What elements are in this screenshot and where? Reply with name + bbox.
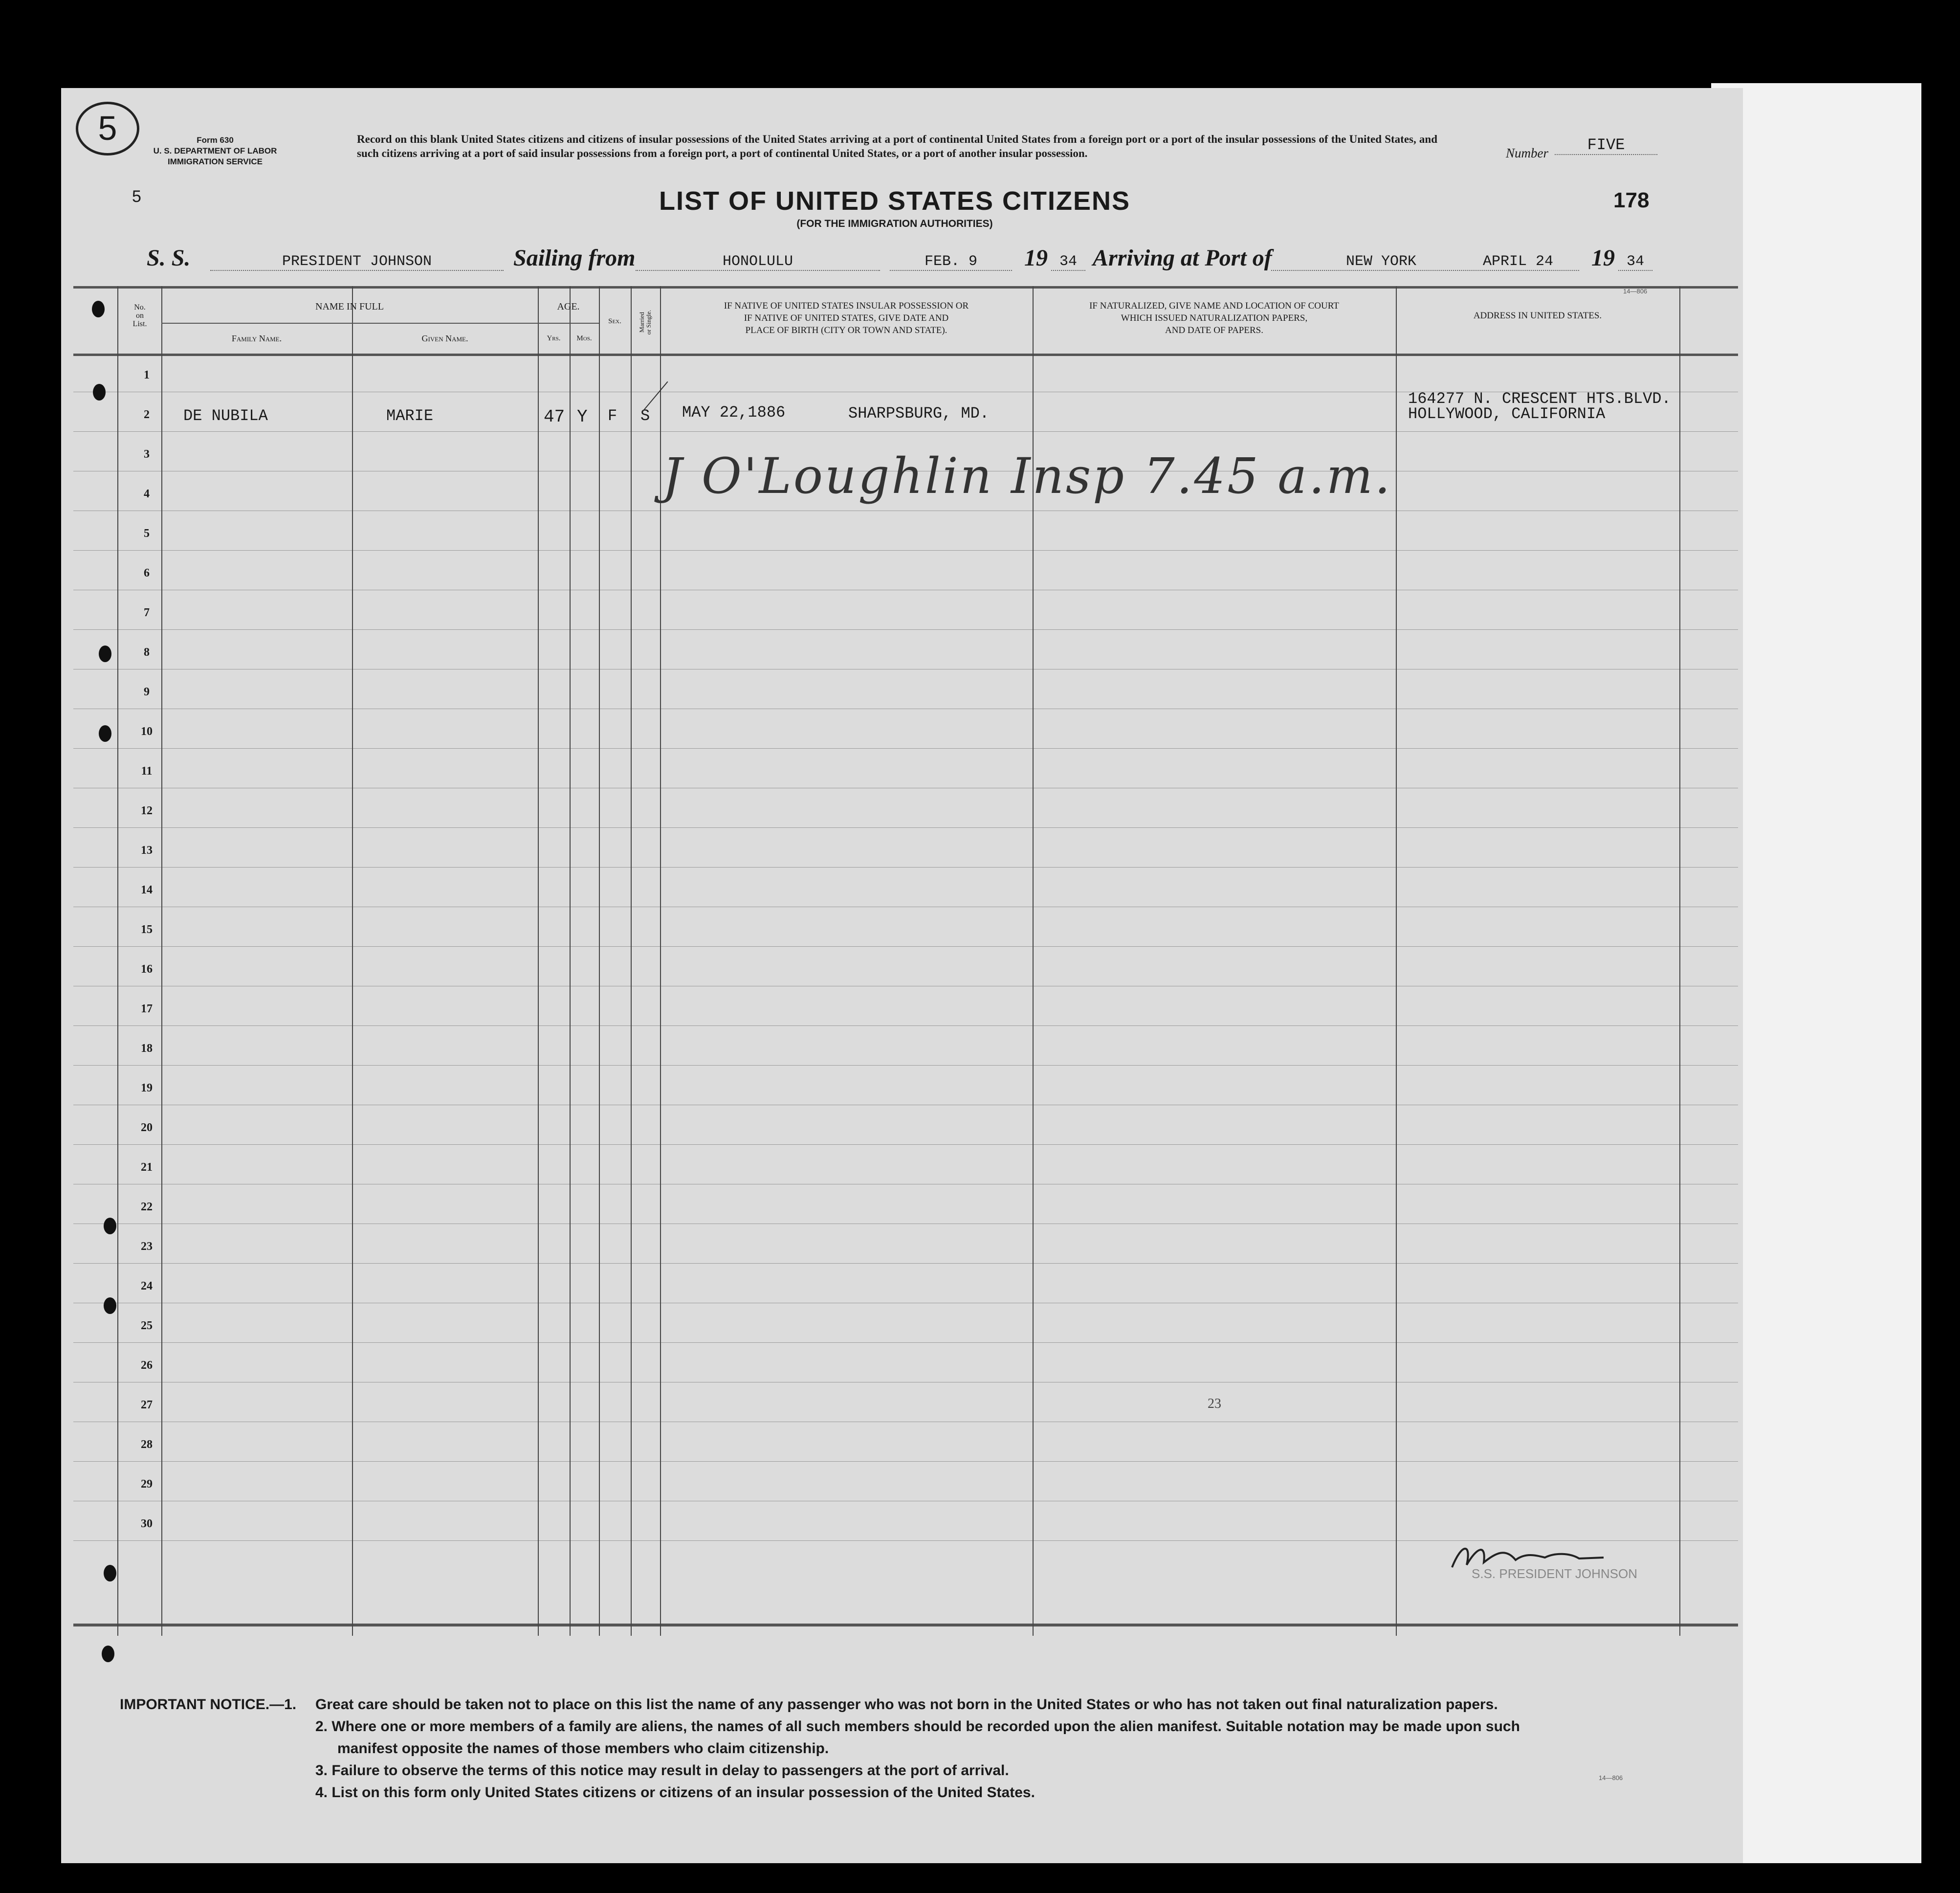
header-no-line1: No. <box>134 303 146 312</box>
header-married-text <box>639 293 652 352</box>
row-number: 30 <box>141 1517 153 1530</box>
form-code-bottom: 14—806 <box>1599 1774 1623 1782</box>
row-number: 11 <box>141 765 153 778</box>
sailing-port: HONOLULU <box>636 253 880 271</box>
arrival-year: 34 <box>1618 253 1652 271</box>
row-number: 12 <box>141 804 153 817</box>
stray-mark: 23 <box>1208 1396 1221 1411</box>
row-number: 13 <box>141 844 153 857</box>
row-number: 6 <box>144 567 150 579</box>
row-rule <box>73 550 1738 551</box>
col-divider-no <box>117 286 118 1636</box>
row-number: 14 <box>141 884 153 896</box>
stamp-text: S.S. PRESIDENT JOHNSON <box>1472 1566 1638 1581</box>
binder-hole <box>104 1565 116 1581</box>
col-divider-given <box>352 286 353 1636</box>
header-naturalized-line2: WHICH ISSUED NATURALIZATION PAPERS, <box>1121 313 1308 323</box>
passenger-table <box>73 286 1738 1636</box>
table-bottom-rule <box>73 1624 1738 1626</box>
header-bottom-rule <box>73 354 1738 356</box>
row-number: 26 <box>141 1359 153 1372</box>
row-number: 1 <box>144 369 150 381</box>
col-divider-yrs <box>538 286 539 1636</box>
sailing-label: Sailing from <box>513 245 636 271</box>
row-number: 8 <box>144 646 150 659</box>
row-rule <box>73 1342 1738 1343</box>
binder-hole <box>104 1297 116 1314</box>
name-subheader-rule <box>161 323 538 324</box>
row-number: 10 <box>141 725 153 738</box>
page-subtitle: (FOR THE IMMIGRATION AUTHORITIES) <box>796 218 993 229</box>
form-code-top: 14—806 <box>1623 288 1648 295</box>
binder-hole <box>102 1646 114 1662</box>
row-number: 29 <box>141 1478 153 1491</box>
row-number: 15 <box>141 923 153 936</box>
entry-given-name: MARIE <box>386 407 434 425</box>
col-divider-mos <box>570 286 571 1636</box>
row-rule <box>73 748 1738 749</box>
row-number: 2 <box>144 408 150 421</box>
header-family-name: Family Name. <box>231 334 282 343</box>
row-rule <box>73 867 1738 868</box>
signature-stamp <box>1442 1538 1711 1581</box>
row-rule <box>73 827 1738 828</box>
col-divider-family <box>161 286 162 1636</box>
entry-sex: F <box>608 407 617 425</box>
notice-item-1: Great care should be taken not to place on this list the name of any passenger who was not born in the United States or who has not taken out final naturalization papers. <box>315 1696 1498 1713</box>
notice-item-4: 4. List on this form only United States citizens or citizens of an insular possession of the United States. <box>315 1784 1035 1801</box>
header-address: ADDRESS IN UNITED STATES. <box>1473 311 1602 321</box>
sailing-date: FEB. 9 <box>890 253 1012 271</box>
row-number: 3 <box>144 448 150 461</box>
header-sex: Sex. <box>608 317 621 325</box>
ship-name: PRESIDENT JOHNSON <box>210 253 504 271</box>
arrival-date: APRIL 24 <box>1457 253 1579 271</box>
notice-item-3: 3. Failure to observe the terms of this notice may result in delay to passengers at the port of arrival. <box>315 1762 1009 1779</box>
header-no-on-list <box>118 303 161 328</box>
header-no-line2: on <box>136 312 144 320</box>
row-number: 28 <box>141 1438 153 1451</box>
entry-marital: S <box>640 407 650 425</box>
entry-address-line2: HOLLYWOOD, CALIFORNIA <box>1408 405 1606 423</box>
header-naturalized-line1: IF NATURALIZED, GIVE NAME AND LOCATION OF COURT <box>1089 301 1339 311</box>
entry-birth-date: MAY 22,1886 <box>682 403 786 422</box>
entry-family-name: DE NUBILA <box>183 407 268 425</box>
row-number: 24 <box>141 1280 153 1292</box>
arrival-year-prefix: 19 <box>1591 245 1615 271</box>
age-subheader-rule <box>538 323 599 324</box>
corner-number: 178 <box>1613 188 1650 212</box>
col-divider-native <box>660 286 661 1636</box>
arriving-label: Arriving at Port of <box>1093 245 1272 271</box>
entry-birth-place: SHARPSBURG, MD. <box>848 404 990 423</box>
binder-hole <box>92 301 105 317</box>
number-label: Number <box>1506 146 1548 160</box>
page-title: LIST OF UNITED STATES CITIZENS <box>659 186 1130 216</box>
arrival-port: NEW YORK <box>1271 253 1491 271</box>
form-instructions: Record on this blank United States citizens and citizens of insular possessions of the United States arriving at a port of continental United States from a foreign port or a port of the insular possessions of the United States, and such citizens arriving at a port of said insular possessions from a foreign port, a port of continental United States, or a port of another insular possession. <box>357 133 1437 159</box>
binder-hole <box>99 725 111 742</box>
row-number: 4 <box>144 488 150 500</box>
row-number: 23 <box>141 1240 153 1253</box>
table-top-rule <box>73 286 1738 289</box>
header-native-line2: IF NATIVE OF UNITED STATES, GIVE DATE AND <box>744 313 949 323</box>
header-given-name: Given Name. <box>421 334 468 343</box>
inspector-handwriting: J O'Loughlin Insp 7.45 a.m. <box>662 447 1392 505</box>
row-number: 27 <box>141 1399 153 1411</box>
notice-item-2-cont: manifest opposite the names of those members who claim citizenship. <box>337 1740 829 1757</box>
row-rule <box>73 1065 1738 1066</box>
header-married-line2: or Single. <box>645 310 652 335</box>
notice-lead: IMPORTANT NOTICE.—1. <box>120 1696 297 1713</box>
page-number: 5 <box>132 187 141 206</box>
number-value: FIVE <box>1555 136 1657 155</box>
row-rule <box>73 1144 1738 1145</box>
row-number: 5 <box>144 527 150 540</box>
row-rule <box>73 1461 1738 1462</box>
binder-hole <box>99 646 111 662</box>
row-number: 21 <box>141 1161 153 1174</box>
row-rule <box>73 629 1738 630</box>
header-naturalized-line3: AND DATE OF PAPERS. <box>1165 325 1263 335</box>
sailing-year-prefix: 19 <box>1024 245 1048 271</box>
form-number: Form 630 <box>197 135 234 145</box>
header-naturalized <box>1033 300 1396 336</box>
row-number: 9 <box>144 686 150 698</box>
entry-age-months: Y <box>577 407 588 427</box>
col-divider-address <box>1396 286 1397 1636</box>
header-married <box>631 291 660 354</box>
row-number: 18 <box>141 1042 153 1055</box>
row-rule <box>73 1263 1738 1264</box>
binder-hole <box>104 1218 116 1234</box>
header-native <box>660 300 1033 336</box>
service: IMMIGRATION SERVICE <box>168 157 263 166</box>
header-age: AGE. <box>557 301 580 312</box>
row-number: 7 <box>144 606 150 619</box>
header-mos: Mos. <box>576 334 592 342</box>
row-number: 20 <box>141 1121 153 1134</box>
page-badge: 5 <box>76 102 139 156</box>
header-no-line3: List. <box>132 320 147 328</box>
header-yrs: Yrs. <box>547 334 561 342</box>
entry-address-line1: 164277 N. CRESCENT HTS.BLVD. <box>1408 390 1671 408</box>
form-header <box>122 135 308 167</box>
entry-age-years: 47 <box>544 407 565 427</box>
col-divider-end <box>1679 286 1680 1636</box>
col-divider-married <box>631 286 632 1636</box>
row-number: 19 <box>141 1082 153 1094</box>
sailing-year: 34 <box>1051 253 1085 271</box>
col-divider-sex <box>599 286 600 1636</box>
row-rule <box>73 946 1738 947</box>
header-married-line1: Married <box>638 312 645 333</box>
row-number: 17 <box>141 1002 153 1015</box>
row-number: 22 <box>141 1201 153 1213</box>
ss-label: S. S. <box>147 245 191 271</box>
row-rule <box>73 431 1738 432</box>
row-rule <box>73 1025 1738 1026</box>
row-number: 16 <box>141 963 153 976</box>
row-number: 25 <box>141 1319 153 1332</box>
notice-item-2: 2. Where one or more members of a family are aliens, the names of all such members should be recorded upon the alien manifest. Suitable notation may be made upon such <box>315 1718 1520 1735</box>
binder-hole <box>93 384 106 401</box>
department: U. S. DEPARTMENT OF LABOR <box>153 146 277 156</box>
married-column-slash <box>642 381 668 412</box>
header-name-in-full: NAME IN FULL <box>315 301 384 312</box>
header-native-line3: PLACE OF BIRTH (CITY OR TOWN AND STATE). <box>745 325 947 335</box>
header-native-line1: IF NATIVE OF UNITED STATES INSULAR POSSESSION OR <box>724 301 969 311</box>
